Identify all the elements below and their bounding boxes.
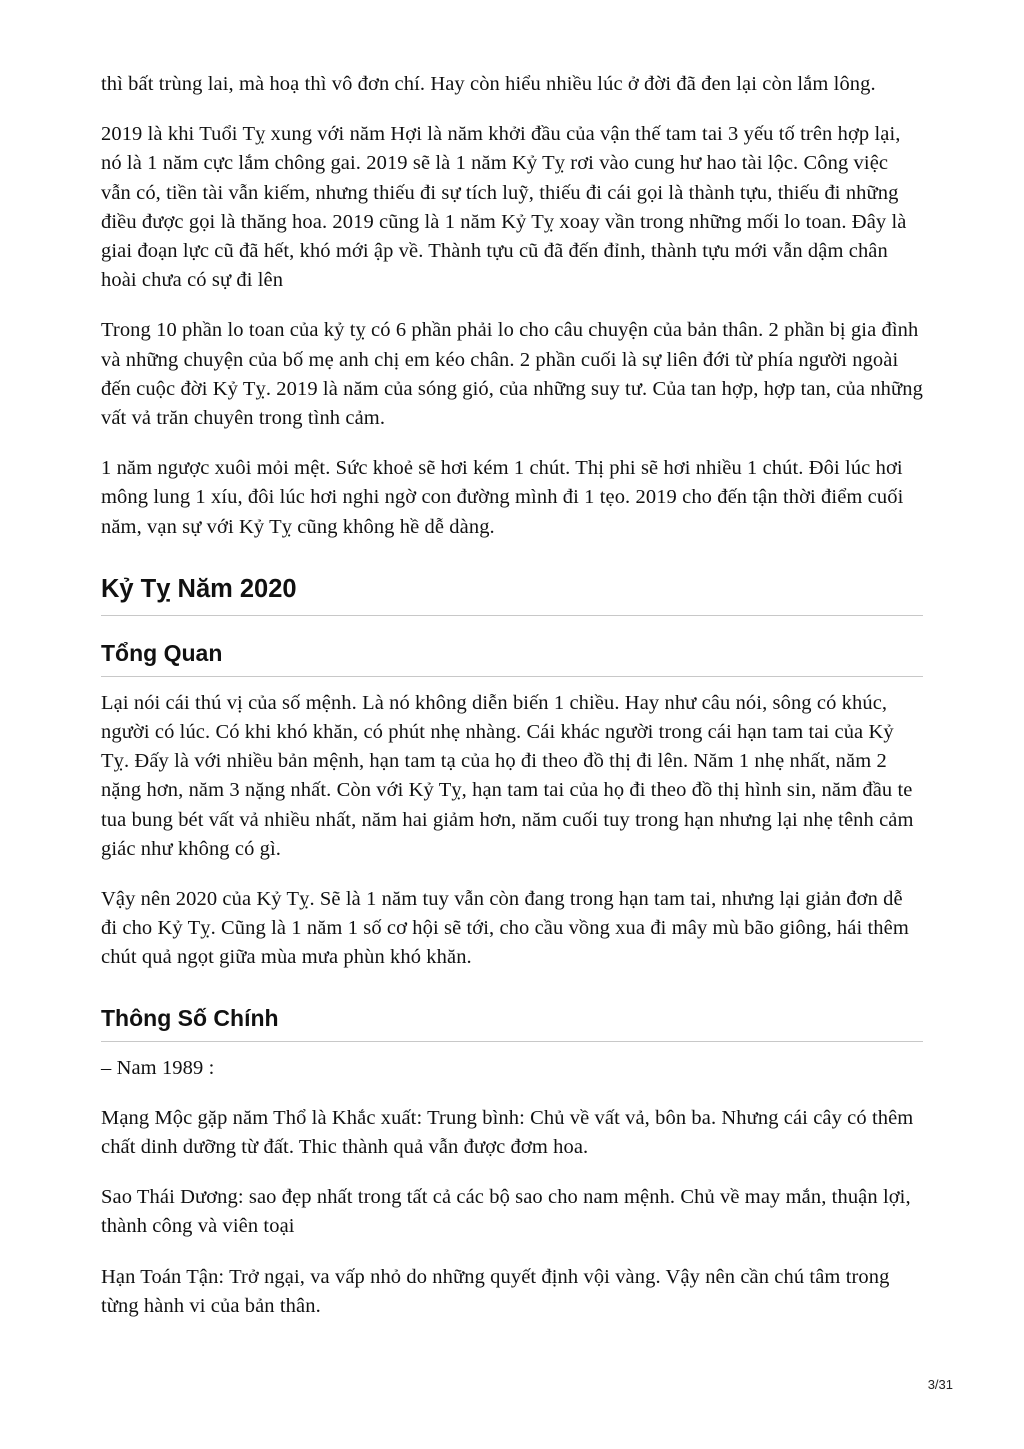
main-params-paragraph-2: Mạng Mộc gặp năm Thổ là Khắc xuất: Trung bình: Chủ về vất vả, bôn ba. Nhưng cái cây có thêm chất dinh dưỡng từ đất. Thic thành quả vẫn được đơm hoa.	[101, 1106, 914, 1159]
overview-paragraph-2: Vậy nên 2020 của Kỷ Tỵ. Sẽ là 1 năm tuy vẫn còn đang trong hạn tam tai, nhưng lại giản đơn dễ đi cho Kỷ Tỵ. Cũng là 1 năm 1 số cơ hội sẽ tới, cho cầu vồng xua đi mây mù bão giông, hái thêm chút quả ngọt giữa mùa mưa phùn khó khăn.	[101, 888, 909, 969]
main-params-paragraph-4: Hạn Toán Tận: Trở ngại, va vấp nhỏ do những quyết định vội vàng. Vậy nên cần chú tâm trong từng hành vi của bản thân.	[101, 1265, 890, 1317]
document-page	[101, 70, 923, 1342]
page-number: 3/31	[927, 1377, 953, 1392]
main-params-heading: Thông Số Chính	[101, 1003, 923, 1042]
main-params-paragraph-3: Sao Thái Dương: sao đẹp nhất trong tất cả các bộ sao cho nam mệnh. Chủ về may mắn, thuận lợi, thành công và viên toại	[101, 1186, 911, 1238]
section-title: Kỷ Tỵ Năm 2020	[101, 573, 923, 616]
overview-paragraph-1: Lại nói cái thú vị của số mệnh. Là nó không diễn biến 1 chiều. Hay như câu nói, sông có khúc, người có lúc. Có khi khó khăn, có phút nhẹ nhàng. Cái khác người trong cái hạn tam tai của Kỷ Tỵ. Đấy là với nhiều bản mệnh, hạn tam tạ của họ đi theo đồ thị đi lên. Năm 1 nhẹ nhất, năm 2 nặng hơn, năm 3 nặng nhất. Còn với Kỷ Tỵ, hạn tam tai của họ đi theo đồ thị hình sin, năm đầu te tua bung bét vất vả nhiều nhất, năm hai giảm hơn, năm cuối tuy trong hạn nhưng lại nhẹ tênh cảm giác như không có gì.	[101, 691, 914, 860]
intro-paragraph-3: Trong 10 phần lo toan của kỷ tỵ có 6 phần phải lo cho câu chuyện của bản thân. 2 phần bị gia đình và những chuyện của bố mẹ anh chị em kéo chân. 2 phần cuối là sự liên đới từ phía người ngoài đến cuộc đời Kỷ Tỵ. 2019 là năm của sóng gió, của những suy tư. Của tan hợp, hợp tan, của những vất vả trăn chuyên trong tình cảm.	[101, 319, 923, 430]
overview-heading: Tổng Quan	[101, 638, 923, 677]
intro-paragraph-1: thì bất trùng lai, mà hoạ thì vô đơn chí. Hay còn hiểu nhiều lúc ở đời đã đen lại còn lắm lông.	[101, 73, 876, 95]
intro-paragraph-2: 2019 là khi Tuổi Tỵ xung với năm Hợi là năm khởi đầu của vận thế tam tai 3 yếu tố trên hợp lại, nó là 1 năm cực lắm chông gai. 2019 sẽ là 1 năm Kỷ Tỵ rơi vào cung hư hao tài lộc. Công việc vẫn có, tiền tài vẫn kiếm, nhưng thiếu đi sự tích luỹ, thiếu đi cái gọi là thành tựu, thiếu đi những điều được gọi là thăng hoa. 2019 cũng là 1 năm Kỷ Tỵ xoay vần trong những mối lo toan. Đây là giai đoạn lực cũ đã hết, khó mới ập về. Thành tựu cũ đã đến đỉnh, thành tựu mới vẫn dậm chân hoài chưa có sự đi lên	[101, 123, 907, 292]
intro-paragraph-4: 1 năm ngược xuôi mỏi mệt. Sức khoẻ sẽ hơi kém 1 chút. Thị phi sẽ hơi nhiều 1 chút. Đôi lúc hơi mông lung 1 xíu, đôi lúc hơi nghi ngờ con đường mình đi 1 tẹo. 2019 cho đến tận thời điểm cuối năm, vạn sự với Kỷ Tỵ cũng không hề dễ dàng.	[101, 457, 904, 538]
main-params-paragraph-1: – Nam 1989 :	[101, 1056, 215, 1079]
